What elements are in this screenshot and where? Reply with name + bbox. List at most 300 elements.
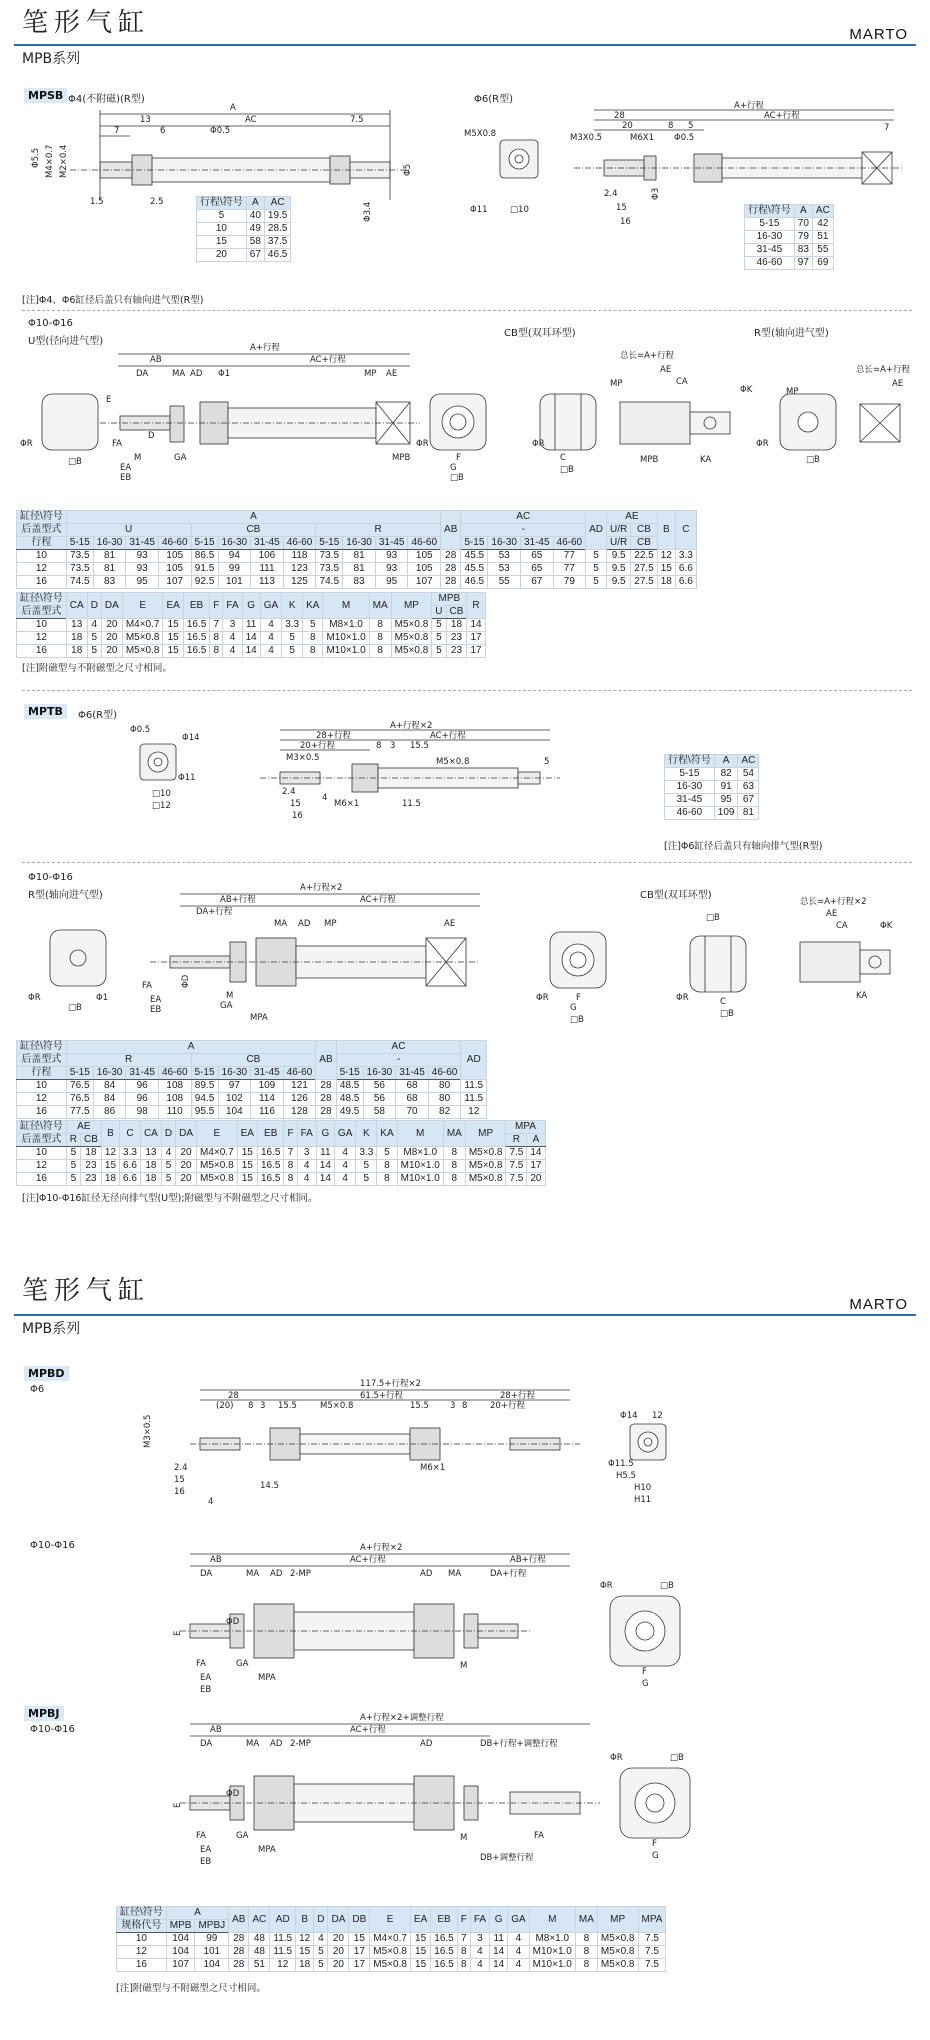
- table-cell: 94.5: [191, 1093, 218, 1106]
- table-cell: 107: [166, 1959, 195, 1972]
- table-cell: 5: [66, 1160, 80, 1173]
- table-row: 31-45 83 55: [745, 244, 834, 257]
- dim-fa: FA: [196, 1831, 206, 1841]
- table-cell: 11.5: [461, 1080, 487, 1093]
- table-cell: 105: [408, 550, 441, 563]
- dim-sqb: □B: [68, 1003, 82, 1013]
- table-cell: 104: [166, 1933, 195, 1946]
- table-cell: 114: [251, 1093, 284, 1106]
- divider: [22, 310, 912, 311]
- dim-acplus: AC+行程: [764, 111, 800, 121]
- table-cell: 7.5: [506, 1147, 527, 1160]
- dim-24: 2.4: [174, 1463, 188, 1473]
- dim-155: 15.5: [278, 1401, 297, 1411]
- table-cell: 6.6: [675, 576, 696, 589]
- table-cell: 73.5: [316, 550, 343, 563]
- dim-g: G: [642, 1679, 649, 1689]
- dim-ka: KA: [700, 455, 712, 465]
- table-cell: 93: [126, 563, 159, 576]
- table-cell: 17: [349, 1946, 370, 1959]
- table-cell: 99: [195, 1933, 229, 1946]
- dim-A: A: [230, 103, 236, 113]
- table-cell: 4: [297, 1173, 316, 1186]
- u-label-1: Φ10-Φ16: [28, 318, 73, 329]
- mptb-d6-label: Φ6(R型): [78, 710, 117, 721]
- dim-phi14: Φ14: [182, 733, 200, 743]
- dim-m6: M6×1: [420, 1463, 446, 1473]
- dim-ac: AC+行程: [350, 1555, 386, 1565]
- table-cell: 96: [126, 1080, 159, 1093]
- table-cell: 12: [117, 1946, 167, 1959]
- dim-sqb: □B: [670, 1753, 684, 1763]
- dim-phir: ΦR: [600, 1581, 613, 1591]
- table-cell: M5×0.8: [597, 1959, 638, 1972]
- u-label-2: U型(径向进气型): [28, 336, 104, 347]
- table-cell: 3.3: [675, 550, 696, 563]
- table-cell: M8×1.0: [529, 1933, 575, 1946]
- mpbj-d16-drawing: [150, 1710, 710, 1880]
- dim-phi34: Φ3.4: [363, 201, 373, 222]
- table-cell: 8: [303, 645, 323, 658]
- dim-16: 16: [620, 217, 631, 227]
- r-label: R型(轴向进气型): [754, 328, 829, 339]
- mpsb-main-table: 缸径\符号 A AB AC AD AE B C 后盖型式 U CB R - U/R CB 行程 5-15 16-30 31-45 46-60 5-15 16-30 31-45 46-60 5-15 16-30 31-45 46-60 5-15 16-30 31-45 46-60 U/R CB 10 73.5 81 93 105 86.5 94 106 118 73.5 81 93 105 28 45.5 53 65 77 5 9.5 22.5 12 3.3 12 73.5 81 93 105 91.5 99 111 123 73.5 81 93 105 28 45.5 53 65 77 5 9.5 27.5 15 6.6 16 74.5 83 95 107 92.5 101 113 125 74.5 83 95 107 28 46.5 55 67 79 5 9.5 27.5 18 6.6: [16, 510, 697, 589]
- table-cell: 81: [343, 563, 376, 576]
- dim-sqb: □B: [68, 457, 82, 467]
- mpsb-d6-table: 行程\符号 A AC 5-15 70 42 16-30 79 51 31-45 83 55 46-60 97 69: [744, 204, 834, 270]
- table-cell: 6.6: [120, 1173, 141, 1186]
- table-cell: 18: [140, 1173, 161, 1186]
- table-cell: 3.3: [282, 619, 303, 632]
- dim-phir: ΦR: [20, 439, 33, 449]
- table-cell: 96: [126, 1093, 159, 1106]
- dim-ac: 61.5+行程: [360, 1391, 404, 1401]
- dim-phir-2: ΦR: [416, 439, 429, 449]
- table-cell: 4: [470, 1959, 489, 1972]
- dim-m6: M6X1: [630, 133, 654, 143]
- series-label-2: MPB系列: [22, 1321, 81, 1337]
- dim-phir: ΦR: [28, 993, 41, 1003]
- table-cell: 113: [251, 576, 284, 589]
- table-cell: 118: [283, 550, 316, 563]
- dim-ma: MA: [246, 1569, 260, 1579]
- dim-16: 16: [174, 1487, 185, 1497]
- dim-mpa: MPA: [250, 1013, 268, 1023]
- dim-p20: 20+行程: [300, 741, 335, 751]
- table-cell: 98: [126, 1106, 159, 1119]
- dim-sqb: □B: [660, 1581, 674, 1591]
- dim-ae-3: AE: [892, 379, 904, 389]
- dim-1-5: 1.5: [90, 197, 104, 207]
- table-cell: 16.5: [257, 1147, 283, 1160]
- dim-24: 2.4: [282, 787, 296, 797]
- table-cell: 108: [158, 1080, 191, 1093]
- dim-ab: AB: [210, 1725, 222, 1735]
- table-cell: 4: [470, 1946, 489, 1959]
- dim-mp: 2-MP: [290, 1739, 311, 1749]
- dim-ad: AD: [270, 1739, 283, 1749]
- dim-d: ΦD: [181, 974, 191, 988]
- dim-28: 28: [228, 1391, 239, 1401]
- table-cell: 80: [428, 1093, 461, 1106]
- table-row: [17, 576, 697, 589]
- table-cell: 7: [284, 1147, 297, 1160]
- dim-AC: AC: [245, 115, 257, 125]
- table-cell: 14: [467, 619, 485, 632]
- table-cell: 77: [553, 550, 586, 563]
- table-cell: 10: [17, 1147, 67, 1160]
- dim-phir: ΦR: [610, 1753, 623, 1763]
- table-cell: 123: [283, 563, 316, 576]
- dim-7: 7: [884, 123, 890, 133]
- dim-p20b: (20): [216, 1401, 234, 1411]
- dim-7: 7: [114, 126, 120, 136]
- dim-8b: 8: [462, 1401, 468, 1411]
- dim-eb: EB: [150, 1005, 162, 1015]
- dim-ea: EA: [200, 1845, 212, 1855]
- table-cell: 97: [218, 1080, 251, 1093]
- table-cell: 5: [161, 1173, 175, 1186]
- dim-eb: EB: [200, 1857, 212, 1867]
- table-cell: 125: [283, 576, 316, 589]
- table-cell: 4: [260, 632, 281, 645]
- table-cell: 5: [356, 1173, 377, 1186]
- dim-ma2: MA: [448, 1569, 462, 1579]
- dim-total-2: 总长=A+行程: [856, 365, 911, 375]
- dim-m5: M5×0.8: [320, 1401, 354, 1411]
- dim-ea: EA: [150, 995, 162, 1005]
- table-cell: 107: [408, 576, 441, 589]
- header-line: [14, 44, 916, 46]
- table-cell: 16.5: [431, 1946, 457, 1959]
- mptb-r-drawing: [20, 880, 910, 1030]
- table-cell: 14: [316, 1160, 334, 1173]
- dim-ma: MA: [274, 919, 288, 929]
- table-cell: M4×0.7: [197, 1147, 238, 1160]
- table-cell: 27.5: [631, 576, 657, 589]
- table-row: [17, 1093, 487, 1106]
- table-cell: 8: [210, 632, 223, 645]
- dim-m: M: [134, 453, 142, 463]
- table-cell: 28: [229, 1959, 249, 1972]
- table-cell: 73.5: [66, 550, 93, 563]
- table-cell: 15: [101, 1160, 119, 1173]
- table-cell: 15: [237, 1160, 257, 1173]
- table-cell: 8: [575, 1933, 597, 1946]
- dim-ad: AD: [190, 369, 203, 379]
- table-cell: 5: [432, 632, 446, 645]
- dim-ae-2: AE: [826, 909, 838, 919]
- table-cell: 5: [356, 1160, 377, 1173]
- table-cell: 20: [101, 632, 122, 645]
- dim-2-4: 2.4: [604, 189, 618, 199]
- table-row: [17, 550, 697, 563]
- table-cell: 11: [490, 1933, 508, 1946]
- table-cell: 74.5: [66, 576, 93, 589]
- table-cell: 16: [17, 645, 67, 658]
- table-cell: 128: [283, 1106, 316, 1119]
- dim-phi11: Φ11: [470, 205, 488, 215]
- mpbj-d16-label: Φ10-Φ16: [30, 1724, 75, 1735]
- table-cell: 14: [242, 632, 260, 645]
- table-cell: 7: [210, 619, 223, 632]
- mptb-d6-note: [注]Φ6缸径后盖只有轴向排气型(R型): [664, 841, 823, 852]
- mpbd-d6-label: Φ6: [30, 1384, 45, 1395]
- dim-mp: MP: [364, 369, 377, 379]
- table-cell: 6.6: [120, 1160, 141, 1173]
- table-cell: 10: [117, 1933, 167, 1946]
- mpbj-table: 缸径\符号 A AB AC AD B D DA DB E EA EB F FA G GA M MA MP MPA 规格代号 MPB MPBJ 10 104 99 28 48 11.5 12 4 20 15 M4×0.7 15 16.5 7 3 11 4 M8×1.0 8 M5×0.8 7.5 12 104 101 28 48 11.5 15 5 20 17 M5×0.8 15 16.5 8 4 14 4 M10×1.0 8 M5×0.8 7.5 16 107 104 28 51 12 18 5 20 17 M5×0.8 15 16.5 8 4 14 4 M10×1.0 8 M5×0.8 7.5: [116, 1906, 666, 1972]
- table-cell: 11: [242, 619, 260, 632]
- table-cell: M5×0.8: [197, 1160, 238, 1173]
- table-cell: 14: [490, 1959, 508, 1972]
- dim-ka: KA: [856, 991, 868, 1001]
- dim-ad2: AD: [420, 1739, 433, 1749]
- dim-ae: AE: [444, 919, 456, 929]
- table-cell: 105: [158, 550, 191, 563]
- table-cell: 108: [158, 1093, 191, 1106]
- d4-label: Φ4(不附磁)(R型): [68, 94, 145, 105]
- dim-aplus: A+行程: [250, 343, 280, 353]
- table-cell: 95.5: [191, 1106, 218, 1119]
- dim-2-5: 2.5: [150, 197, 164, 207]
- dim-ae-2: AE: [660, 365, 672, 375]
- section-tag-mpsb: MPSB: [24, 88, 67, 103]
- table-cell: 9.5: [607, 576, 631, 589]
- dim-phir-3: ΦR: [532, 439, 545, 449]
- dim-phir-2: ΦR: [536, 993, 549, 1003]
- table-cell: 16.5: [183, 619, 209, 632]
- dim-h10: H10: [634, 1483, 652, 1493]
- table-cell: 7.5: [638, 1959, 666, 1972]
- table-cell: 6.6: [675, 563, 696, 576]
- dim-m4: M4×0.7: [45, 144, 55, 178]
- table-cell: 18: [66, 645, 87, 658]
- dim-phi5: Φ5: [403, 163, 413, 176]
- table-cell: 10: [17, 1080, 67, 1093]
- table-cell: 5: [586, 563, 607, 576]
- dim-sq10: □10: [510, 205, 529, 215]
- dim-sqb-2: □B: [570, 1015, 584, 1025]
- dim-da: DA: [136, 369, 149, 379]
- table-cell: 28: [316, 1093, 336, 1106]
- table-cell: 92.5: [191, 576, 218, 589]
- dim-7-5: 7.5: [350, 115, 364, 125]
- dim-m2: M2×0.4: [59, 144, 69, 178]
- table-cell: 27.5: [631, 563, 657, 576]
- series-label: MPB系列: [22, 51, 81, 67]
- table-row: 5 40 19.5: [197, 210, 291, 223]
- table-cell: 16: [17, 576, 67, 589]
- dim-ac: AC+行程: [350, 1725, 386, 1735]
- dim-ab2: AB+行程: [510, 1555, 546, 1565]
- table-cell: 8: [443, 1160, 465, 1173]
- dim-5: 5: [688, 121, 694, 131]
- table-cell: 56: [363, 1080, 396, 1093]
- dim-ea: EA: [200, 1673, 212, 1683]
- dim-total: 总长=A+行程×2: [800, 897, 867, 907]
- dim-ae: AE: [386, 369, 398, 379]
- table-cell: 91.5: [191, 563, 218, 576]
- mpsb-note: [注]Φ4、Φ6缸径后盖只有轴向进气型(R型): [22, 295, 204, 306]
- table-cell: 126: [283, 1093, 316, 1106]
- dim-155b: 15.5: [410, 1401, 429, 1411]
- table-cell: 101: [195, 1946, 229, 1959]
- table-cell: 81: [93, 563, 126, 576]
- table-cell: 14: [242, 645, 260, 658]
- table-cell: 12: [657, 550, 675, 563]
- table-cell: 17: [349, 1959, 370, 1972]
- table-cell: 104: [195, 1959, 229, 1972]
- dim-db2: DB+调整行程: [480, 1853, 534, 1863]
- table-cell: 5: [314, 1959, 328, 1972]
- table-cell: M4×0.7: [370, 1933, 411, 1946]
- table-cell: 15: [349, 1933, 370, 1946]
- table-cell: 13: [140, 1147, 161, 1160]
- dim-acplus: AC+行程: [430, 731, 466, 741]
- dim-g: G: [652, 1851, 659, 1861]
- dim-eb: EB: [120, 473, 132, 483]
- table-cell: 8: [575, 1959, 597, 1972]
- mptb-main-table: 缸径\符号 A AB AC AD 后盖型式 R CB - 行程 5-15 16-30 31-45 46-60 5-15 16-30 31-45 46-60 5-15 16-30 31-45 46-60 10 76.5 84 96 108 89.5 97 109 121 28 48.5 56 68 80 11.5 12 76.5 84 96 108 94.5 102 114 126 28 48.5 56 68 80 11.5 16 77.5 86 98 110 95.5 104 116 128 28 49.5 58 70 82 12: [16, 1040, 487, 1119]
- table-cell: M10×1.0: [323, 645, 369, 658]
- table-cell: 17: [527, 1160, 545, 1173]
- table-cell: 77: [553, 563, 586, 576]
- dim-da2: DA+行程: [490, 1569, 527, 1579]
- table-cell: 86.5: [191, 550, 218, 563]
- table-cell: 3: [223, 619, 242, 632]
- table-cell: 76.5: [66, 1093, 93, 1106]
- table-cell: 4: [223, 632, 242, 645]
- table-cell: 73.5: [316, 563, 343, 576]
- table-cell: 116: [251, 1106, 284, 1119]
- table-cell: 23: [81, 1160, 102, 1173]
- dim-phi1: Φ1: [96, 993, 109, 1003]
- table-cell: 68: [396, 1093, 429, 1106]
- table-cell: 15: [296, 1946, 314, 1959]
- dim-ad2: AD: [420, 1569, 433, 1579]
- table-cell: 4: [87, 619, 101, 632]
- table-cell: 28: [441, 563, 461, 576]
- table-cell: 16: [17, 1106, 67, 1119]
- table-cell: 107: [158, 576, 191, 589]
- table-cell: 12: [17, 632, 67, 645]
- table-cell: M5×0.8: [122, 632, 163, 645]
- table-cell: 17: [467, 645, 485, 658]
- table-cell: 12: [17, 1093, 67, 1106]
- dim-145: 14.5: [260, 1481, 279, 1491]
- dim-c: C: [720, 997, 726, 1007]
- table-cell: 49.5: [336, 1106, 363, 1119]
- table-cell: M10×1.0: [529, 1959, 575, 1972]
- d6-label: Φ6(R型): [474, 94, 513, 105]
- table-cell: 8: [369, 632, 391, 645]
- table-cell: M5×0.8: [597, 1933, 638, 1946]
- table-cell: 109: [251, 1080, 284, 1093]
- dim-ad: AD: [298, 919, 311, 929]
- table-cell: 101: [218, 576, 251, 589]
- table-cell: 81: [93, 550, 126, 563]
- table-cell: 84: [93, 1093, 126, 1106]
- table-cell: 5: [282, 645, 303, 658]
- header-line-2: [14, 1314, 916, 1316]
- table-cell: 15: [657, 563, 675, 576]
- table-cell: 20: [176, 1160, 197, 1173]
- dim-m3: M3X0.5: [570, 133, 603, 143]
- table-cell: 51: [249, 1959, 270, 1972]
- table-cell: 45.5: [461, 563, 488, 576]
- table-cell: 15: [410, 1946, 430, 1959]
- table-cell: 23: [446, 645, 467, 658]
- table-cell: 4: [314, 1933, 328, 1946]
- dim-phik: ΦK: [740, 385, 753, 395]
- table-cell: 4: [223, 645, 242, 658]
- table-cell: 8: [457, 1946, 470, 1959]
- mptb-d6-drawing: [120, 720, 600, 830]
- dim-a2: A+行程×2: [390, 721, 433, 731]
- table-cell: 22.5: [631, 550, 657, 563]
- dim-phi1: Φ1: [218, 369, 231, 379]
- dim-28: 28: [614, 111, 625, 121]
- table-row: [117, 1959, 666, 1972]
- table-row: [17, 1106, 487, 1119]
- mpbd-d16-drawing: [150, 1540, 710, 1700]
- table-cell: 4: [260, 619, 281, 632]
- table-cell: M8×1.0: [323, 619, 369, 632]
- table-cell: 15: [237, 1147, 257, 1160]
- table-cell: 4: [260, 645, 281, 658]
- dim-m5: M5×0.8: [436, 757, 470, 767]
- dim-a2: A+行程×2: [360, 1543, 403, 1553]
- table-cell: M5×0.8: [370, 1946, 411, 1959]
- table-row: 46-60 109 81: [665, 807, 759, 820]
- dim-a2: 117.5+行程×2: [360, 1379, 421, 1389]
- dim-e: E: [173, 1630, 183, 1636]
- table-cell: 3.3: [120, 1147, 141, 1160]
- dim-15: 15: [290, 799, 301, 809]
- table-cell: 4: [334, 1147, 355, 1160]
- dim-phi05: Φ0.5: [674, 133, 695, 143]
- table-cell: 3.3: [356, 1147, 377, 1160]
- table-cell: 16.5: [257, 1173, 283, 1186]
- page-title-2: 笔形气缸: [22, 1276, 151, 1306]
- table-cell: 5: [586, 576, 607, 589]
- table-cell: M4×0.7: [122, 619, 163, 632]
- dim-6: 6: [160, 126, 166, 136]
- table-cell: 5: [432, 619, 446, 632]
- dim-fa: FA: [142, 981, 152, 991]
- table-cell: 11.5: [270, 1933, 296, 1946]
- table-cell: M10×1.0: [529, 1946, 575, 1959]
- dim-sqb-3: □B: [560, 465, 574, 475]
- table-cell: 10: [17, 550, 67, 563]
- table-cell: 3: [470, 1933, 489, 1946]
- dim-mp: MP: [324, 919, 337, 929]
- table-cell: 83: [343, 576, 376, 589]
- dim-phi11: Φ11: [178, 773, 196, 783]
- table-row: 31-45 95 67: [665, 794, 759, 807]
- table-row: 10 49 28.5: [197, 223, 291, 236]
- table-cell: 11.5: [461, 1093, 487, 1106]
- table-cell: 3: [297, 1147, 316, 1160]
- dim-ga: GA: [236, 1659, 249, 1669]
- table-cell: 76.5: [66, 1080, 93, 1093]
- mpsb-d6-drawing: [454, 100, 914, 230]
- dim-aplus: A+行程: [734, 101, 764, 111]
- table-cell: 80: [428, 1080, 461, 1093]
- table-row: 5-15 82 54: [665, 768, 759, 781]
- table-cell: 99: [218, 563, 251, 576]
